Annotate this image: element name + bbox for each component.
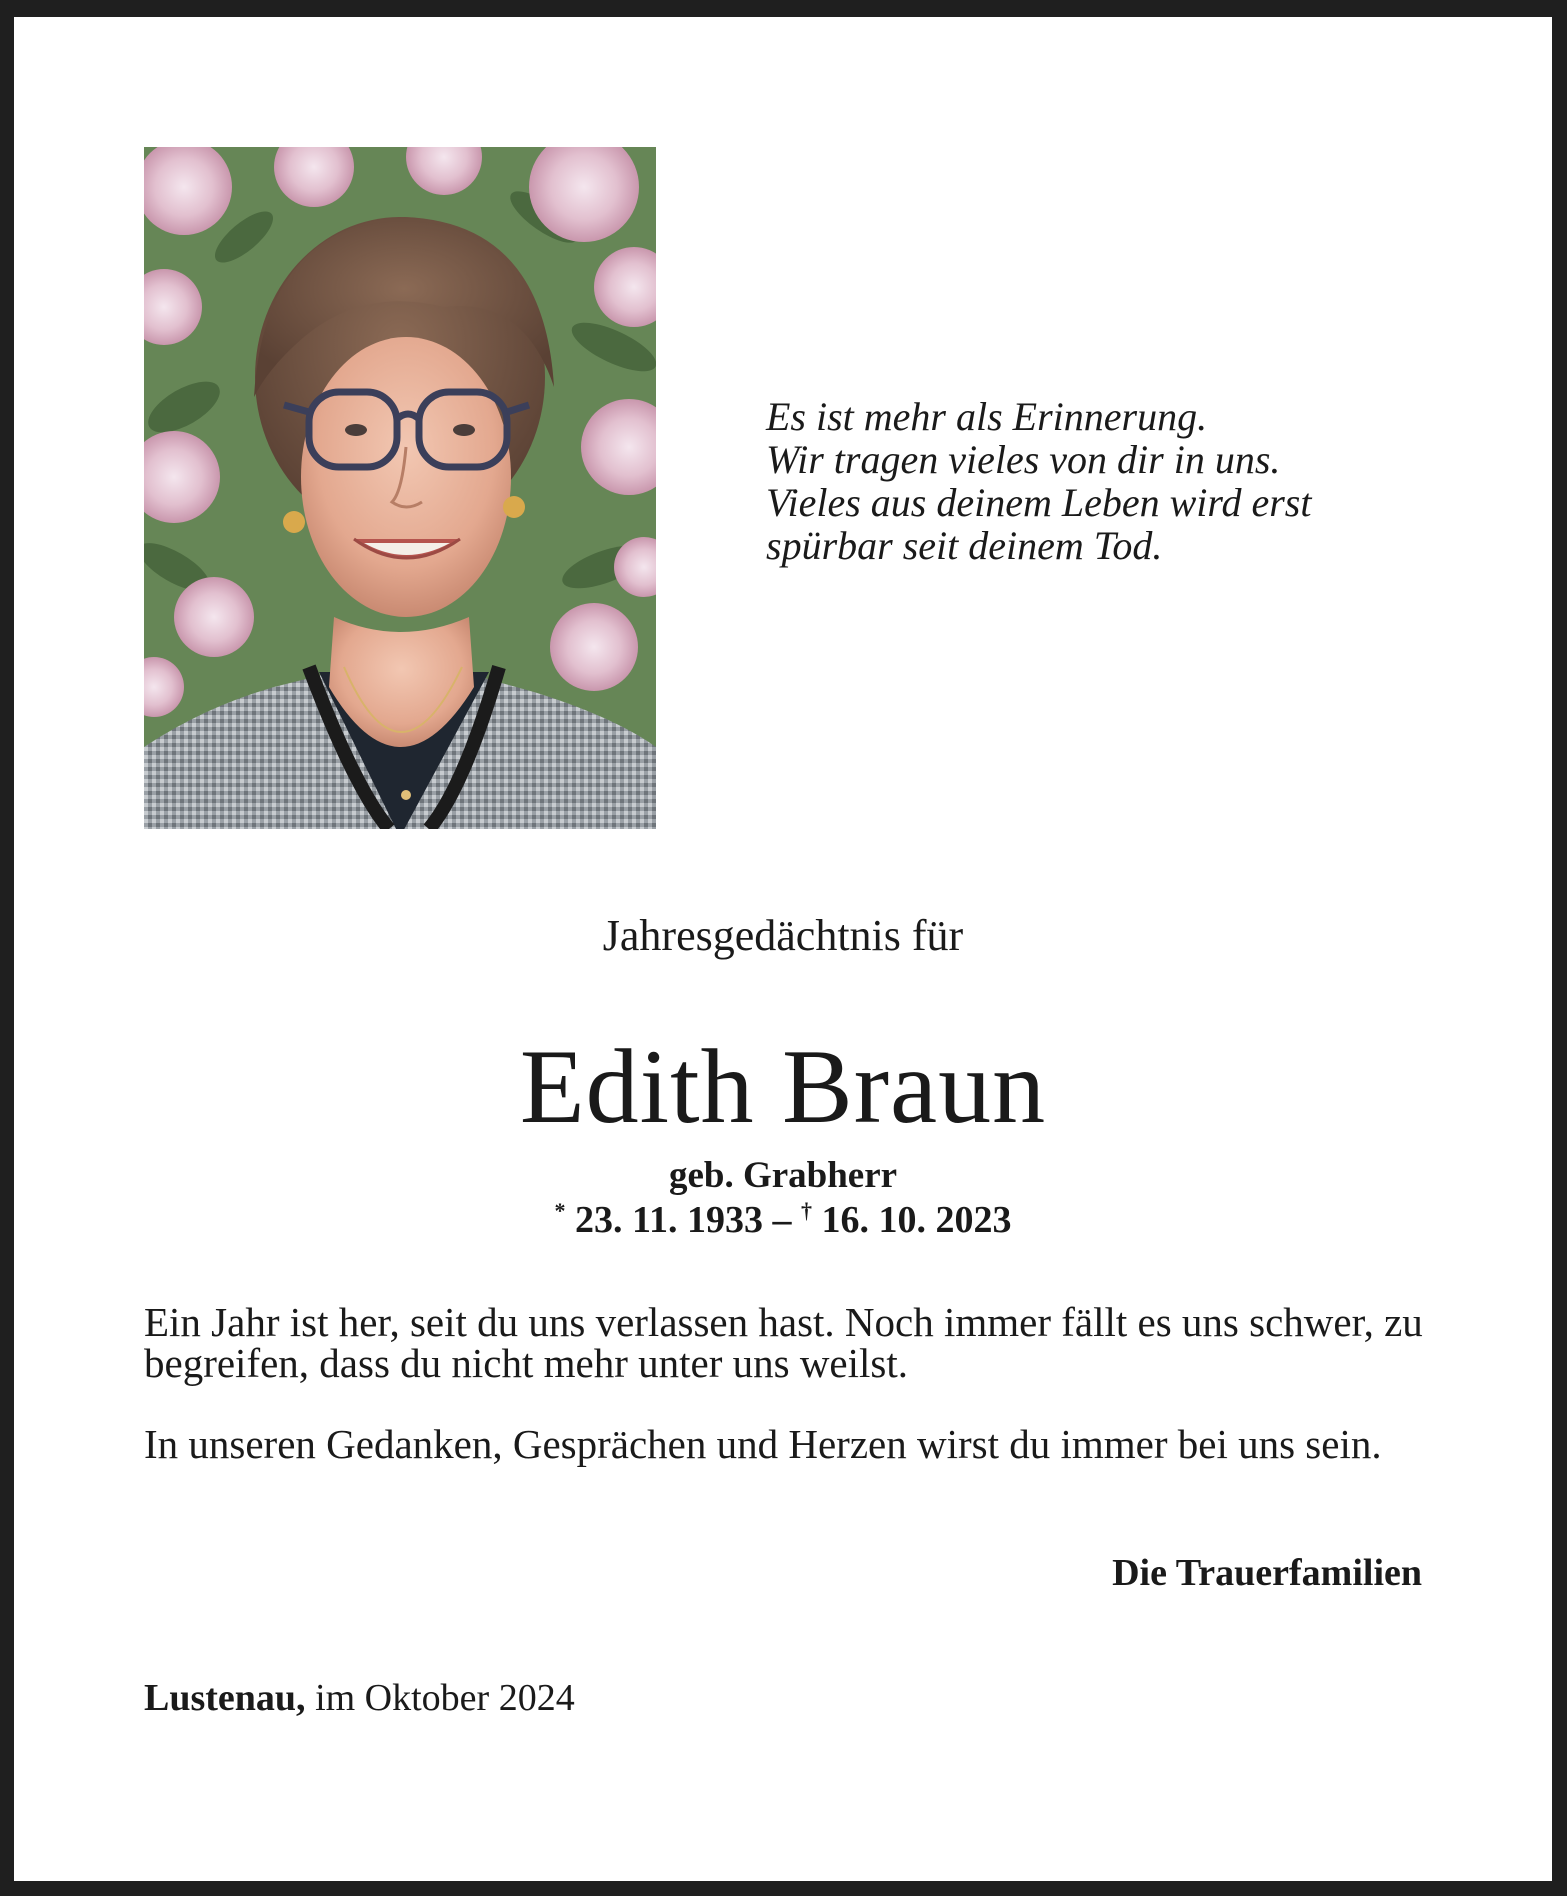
portrait-illustration: [144, 147, 656, 829]
place-date-line: [144, 1675, 575, 1721]
memorial-quote: [766, 395, 1426, 567]
date-separator: –: [772, 1199, 792, 1241]
quote-line: Wir tragen vieles von dir in uns.: [766, 437, 1281, 482]
quote-line: spürbar seit deinem Tod.: [766, 523, 1163, 568]
birth-symbol: *: [554, 1198, 566, 1223]
quote-line: Es ist mehr als Erinnerung.: [766, 394, 1208, 439]
date-text: im Oktober 2024: [315, 1677, 575, 1719]
deceased-name: Edith Braun: [519, 1028, 1047, 1145]
maiden-name: geb. Grabherr: [668, 1155, 898, 1196]
body-paragraph-2: In unseren Gedanken, Gesprächen und Herzen wirst du immer bei uns sein.: [144, 1421, 1382, 1467]
life-dates: [14, 1197, 1552, 1243]
death-date: 16. 10. 2023: [821, 1199, 1012, 1241]
portrait-photo: [144, 147, 656, 829]
place-name: Lustenau,: [144, 1677, 306, 1719]
body-paragraph-1: Ein Jahr ist her, seit du uns verlassen hast. Noch immer fällt es uns schwer, zu begreifen, dass du nicht mehr unter uns weilst.: [144, 1299, 1423, 1386]
birth-date: 23. 11. 1933: [575, 1199, 763, 1241]
quote-line: Vieles aus deinem Leben wird erst: [766, 480, 1312, 525]
signature: Die Trauerfamilien: [1112, 1552, 1422, 1594]
death-symbol: †: [800, 1198, 812, 1223]
memorial-kicker: Jahresgedächtnis für: [602, 911, 964, 960]
